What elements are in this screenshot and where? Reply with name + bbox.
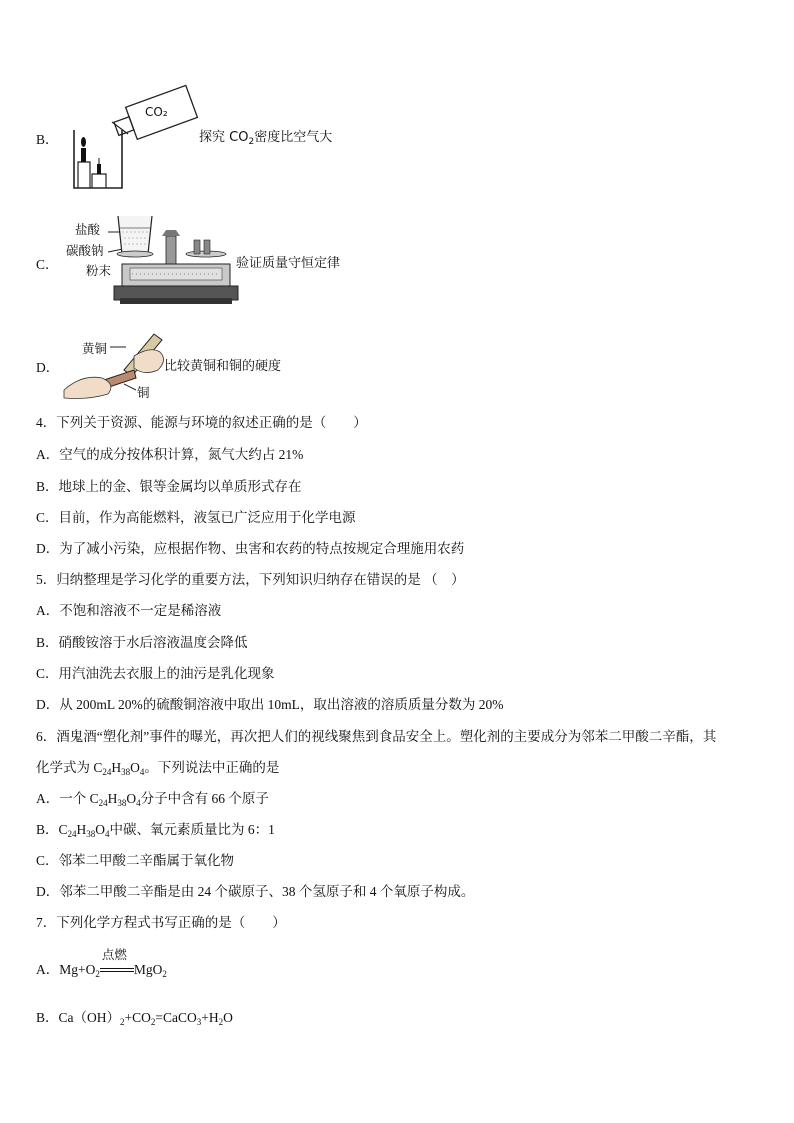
q5-option-c: C．用汽油洗去衣服上的油污是乳化现象 (36, 666, 275, 681)
option-b-letter: B． (36, 132, 59, 147)
co2-bottle-label: CO₂ (145, 105, 168, 119)
q6-option-d: D．邻苯二甲酸二辛酯是由 24 个碳原子、38 个氢原子和 4 个氧原子构成。 (36, 884, 475, 899)
q6-stem-line1: 6．酒鬼酒“塑化剂”事件的曝光，再次把人们的视线聚焦到食品安全上。塑化剂的主要成分为邻苯二甲酸二辛酯，其 (36, 729, 717, 744)
q6-stem-line2: 化学式为 $C_{24}H_{38}O_4$。下列说法中正确的是 (36, 760, 280, 777)
option-b-caption: 探究 $CO_2$密度比空气大 (199, 130, 333, 147)
q6-option-a: A．一个 $C_{24}H_{38}O_4$分子中含有 66 个原子 (36, 791, 269, 808)
reaction-arrow (100, 946, 134, 976)
option-c-caption: 验证质量守恒定律 (236, 256, 341, 271)
q6-option-c: C．邻苯二甲酸二辛酯属于氧化物 (36, 853, 235, 868)
label-copper: 铜 (137, 385, 150, 400)
balance-diagram (108, 210, 238, 310)
label-sodium-carbonate: 碳酸钠 (66, 243, 104, 258)
equals-bar-top (100, 968, 134, 969)
option-d-letter: D． (36, 360, 60, 375)
q5-option-d: D．从 200mL 20%的硫酸铜溶液中取出 10mL，取出溶液的溶质质量分数为 20% (36, 697, 504, 712)
q5-option-a: A．不饱和溶液不一定是稀溶液 (36, 603, 222, 618)
hardness-diagram (64, 330, 174, 400)
q4-option-c: C．目前，作为高能燃料，液氢已广泛应用于化学电源 (36, 510, 356, 525)
q4-option-b: B．地球上的金、银等金属均以单质形式存在 (36, 479, 302, 494)
q7-stem: 7．下列化学方程式书写正确的是（ ） (36, 915, 286, 930)
label-hydrochloric-acid: 盐酸 (75, 222, 101, 237)
reaction-condition: 点燃 (101, 946, 127, 962)
q5-option-b: B．硝酸铵溶于水后溶液温度会降低 (36, 635, 248, 650)
q4-option-a: A．空气的成分按体积计算，氮气大约占 21% (36, 447, 304, 462)
label-powder: 粉末 (86, 263, 112, 278)
q7-option-a: A．$Mg+O_2$ 点燃 MgO$_2$ (36, 946, 167, 979)
q4-stem: 4．下列关于资源、能源与环境的叙述正确的是（ ） (36, 415, 367, 430)
q7-option-b: B．$Ca(OH)_2+CO_2=CaCO_3+H_2O$ (36, 1010, 233, 1027)
q6-option-b: B．$C_{24}H_{38}O_4$中碳、氧元素质量比为 6：1 (36, 822, 275, 839)
q4-option-d: D．为了减小污染，应根据作物、虫害和农药的特点按规定合理施用农药 (36, 541, 465, 556)
label-brass: 黄铜 (82, 341, 108, 356)
option-d-caption: 比较黄铜和铜的硬度 (164, 359, 282, 374)
option-c-letter: C． (36, 257, 59, 272)
equals-bar-bottom (100, 971, 134, 972)
q5-stem: 5．归纳整理是学习化学的重要方法，下列知识归纳存在错误的是 （ ） (36, 572, 465, 587)
